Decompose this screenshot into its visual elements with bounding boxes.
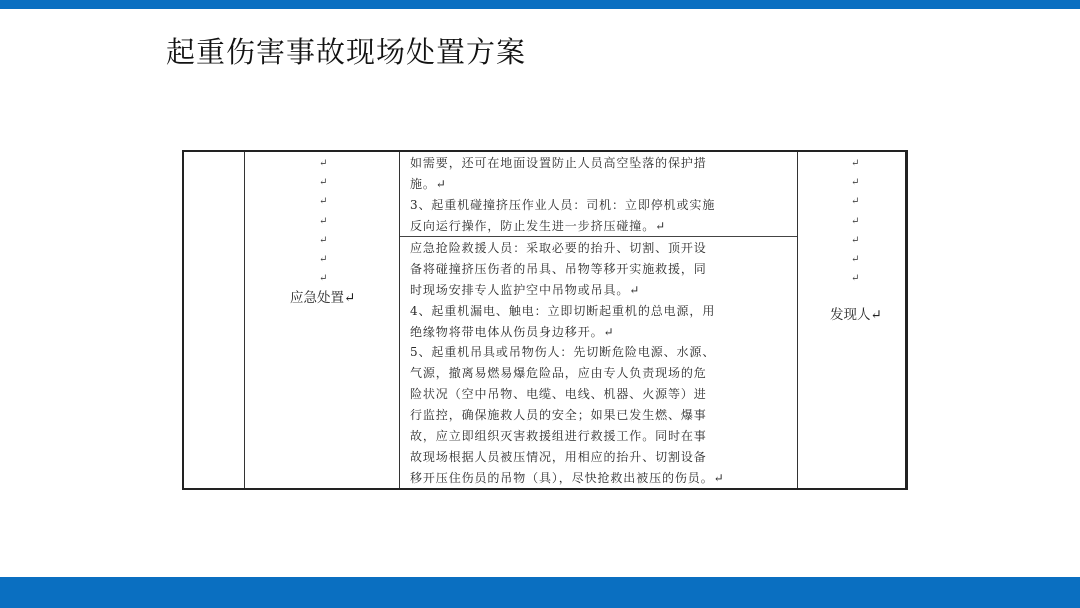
paragraph-mark: ↵ (319, 215, 328, 227)
table-column-divider (797, 152, 798, 488)
bottom-accent-bar (0, 577, 1080, 608)
procedure-text-line: 反向运行操作，防止发生进一步挤压碰撞。↵ (410, 218, 667, 233)
procedure-text-block-2 (410, 238, 790, 489)
procedure-text-line: 如需要，还可在地面设置防止人员高空坠落的保护措 (410, 156, 707, 170)
procedure-text-line: 故，应立即组织灭害救援组进行救援工作。同时在事 (410, 429, 707, 444)
procedure-text-line: 险状况（空中吊物、电缆、电线、机器、火源等）进 (410, 387, 707, 402)
procedure-text-line: 时现场安排专人监护空中吊物或吊具。↵ (410, 282, 641, 297)
paragraph-mark: ↵ (319, 273, 328, 285)
procedure-text-line: 4、起重机漏电、触电：立即切断起重机的总电源，用 (410, 303, 716, 318)
procedure-text-line: 故现场根据人员被压情况，用相应的抬升、切割设备 (410, 449, 707, 464)
procedure-text-line: 施。↵ (410, 176, 447, 191)
procedure-text-line: 备将碰撞挤压伤者的吊具、吊物等移开实施救援，同 (410, 261, 707, 276)
procedure-text-line: 绝缘物将带电体从伤员身边移开。↵ (410, 324, 615, 339)
procedure-text-block-1 (410, 153, 790, 237)
slide-title: 起重伤害事故现场处置方案 (166, 35, 527, 69)
top-accent-bar (0, 0, 1080, 9)
paragraph-mark: ↵ (851, 196, 860, 208)
paragraph-mark: ↵ (851, 234, 860, 246)
paragraph-mark: ↵ (319, 253, 328, 265)
procedure-table (182, 150, 908, 490)
table-column-divider (399, 152, 400, 488)
paragraph-mark: ↵ (319, 234, 328, 246)
procedure-text-line: 气源，撤离易燃易爆危险品，应由专人负责现场的危 (410, 366, 707, 381)
procedure-text-line: 行监控，确保施救人员的安全；如果已发生燃、爆事 (410, 408, 707, 423)
paragraph-mark: ↵ (851, 253, 860, 265)
paragraph-mark: ↵ (851, 177, 860, 189)
procedure-text-line: 5、起重机吊具或吊物伤人：先切断危险电源、水源、 (410, 345, 716, 360)
procedure-text-line: 应急抢险救援人员：采取必要的抬升、切割、顶开设 (410, 241, 707, 255)
table-column-divider (244, 152, 245, 488)
paragraph-mark: ↵ (851, 215, 860, 227)
paragraph-mark: ↵ (319, 177, 328, 189)
responsible-person-label: 发现人↵ (830, 307, 882, 323)
paragraph-mark: ↵ (851, 158, 860, 169)
paragraph-marks-right (851, 154, 859, 288)
procedure-text-line: 3、起重机碰撞挤压作业人员：司机：立即停机或实施 (410, 197, 716, 212)
paragraph-mark: ↵ (319, 158, 328, 169)
table-column-divider (905, 152, 907, 488)
paragraph-marks-left (319, 154, 327, 288)
paragraph-mark: ↵ (851, 273, 860, 285)
section-label-emergency: 应急处置↵ (290, 290, 356, 306)
procedure-text-line: 移开压住伤员的吊物（具），尽快抢救出被压的伤员。↵ (410, 470, 725, 485)
paragraph-mark: ↵ (319, 196, 328, 208)
